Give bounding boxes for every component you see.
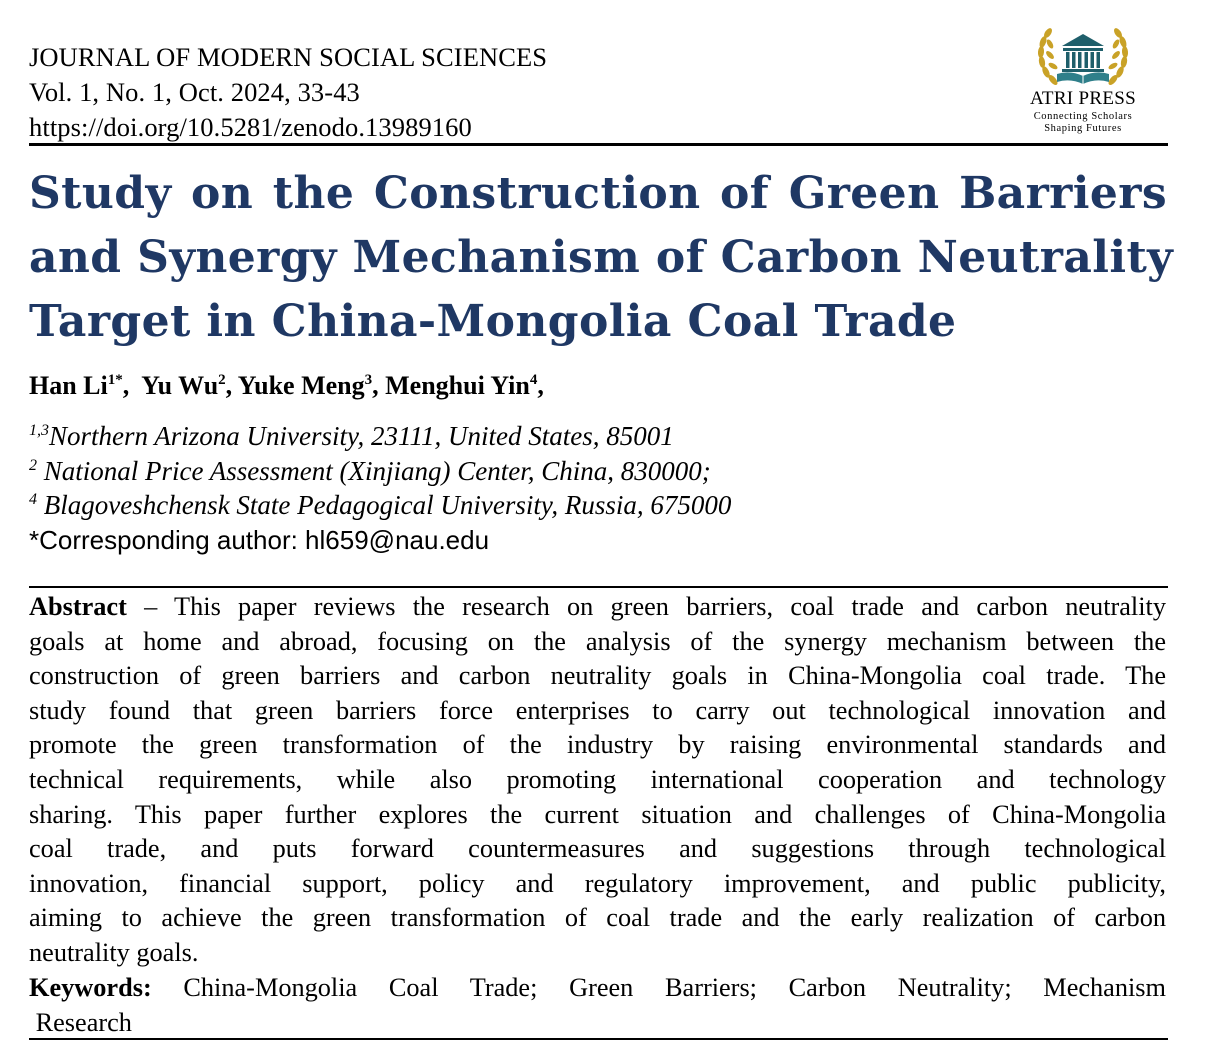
abstract-text: – This paper reviews the research on green barriers, coal trade and carbon neutrality: [126, 592, 1166, 621]
affiliation-item: [29, 488, 731, 523]
author-name: Yuke Meng: [237, 371, 365, 400]
header-rule: [29, 143, 1168, 146]
publisher-name: ATRI PRESS: [1030, 88, 1136, 109]
author-sup: 1*: [107, 372, 123, 388]
keywords-label: Keywords:: [29, 973, 152, 1002]
journal-header: [29, 40, 1169, 144]
author-sup: 4: [529, 372, 538, 388]
affiliation-text: Northern Arizona University, 23111, United States, 85001: [49, 421, 674, 451]
laurel-temple-book-icon: [999, 18, 1167, 90]
abstract-top-rule: [29, 586, 1168, 588]
abstract-line: coal trade, and puts forward countermeasures and suggestions through technological: [29, 834, 1166, 864]
author-name: Menghui Yin: [385, 371, 530, 400]
author-sep: ,: [225, 371, 238, 400]
keywords-line: Research: [29, 1007, 132, 1037]
author-sup: 3: [364, 372, 373, 388]
journal-name: JOURNAL OF MODERN SOCIAL SCIENCES: [29, 42, 548, 72]
volume-line: Vol. 1, No. 1, Oct. 2024, 33-43: [29, 77, 360, 107]
publisher-tagline-2: Shaping Futures: [1044, 123, 1122, 134]
title-line: and Synergy Mechanism of Carbon Neutrality: [29, 232, 1174, 283]
keywords-text: China-Mongolia Coal Trade; Green Barriers; Carbon Neutrality; Mechanism: [151, 973, 1166, 1002]
publisher-logo: [999, 18, 1167, 140]
affiliation-sup: 4: [29, 491, 37, 508]
author-list: [29, 368, 544, 404]
author-name: Han Li: [29, 371, 108, 400]
affiliation-text: Blagoveshchensk State Pedagogical University, Russia, 675000: [37, 490, 732, 520]
abstract-line: neutrality goals.: [29, 937, 199, 967]
abstract-line: goals at home and abroad, focusing on the analysis of the synergy mechanism between the: [29, 626, 1166, 656]
affiliation-item: [29, 419, 731, 454]
affiliation-text: National Price Assessment (Xinjiang) Center, China, 830000;: [37, 455, 711, 486]
author-sep: ,: [122, 371, 142, 400]
affiliation-sup: 2: [29, 456, 37, 474]
doi-link[interactable]: https://doi.org/10.5281/zenodo.13989160: [29, 112, 472, 142]
author-sup: 2: [218, 372, 226, 388]
abstract-bottom-rule: [29, 1038, 1168, 1040]
abstract-line: innovation, financial support, policy and regulatory improvement, and public publicity,: [29, 868, 1166, 898]
abstract-line: promote the green transformation of the industry by raising environmental standards and: [29, 730, 1166, 760]
abstract-line: aiming to achieve the green transformation of coal trade and the early realization of carbon: [29, 903, 1166, 933]
author-sep: ,: [537, 371, 544, 400]
affiliation-item: [29, 454, 731, 489]
abstract-line: construction of green barriers and carbon neutrality goals in China-Mongolia coal trade. The: [29, 661, 1166, 691]
affiliation-list: [29, 419, 731, 523]
abstract-block: [29, 590, 1166, 971]
abstract-label: Abstract: [29, 592, 127, 621]
affiliation-sup: 1,3: [29, 422, 49, 439]
abstract-line: [29, 590, 1166, 625]
corresponding-author: *Corresponding author: hl659@nau.edu: [29, 525, 490, 555]
abstract-line: study found that green barriers force enterprises to carry out technological innovation and: [29, 695, 1166, 725]
abstract-line: technical requirements, while also promoting international cooperation and technology: [29, 764, 1166, 794]
publisher-tagline-1: Connecting Scholars: [1033, 111, 1133, 122]
abstract-line: sharing. This paper further explores the current situation and challenges of China-Mongolia: [29, 799, 1166, 829]
keywords-line: [29, 971, 1166, 1006]
keywords-block: [29, 971, 1166, 1040]
journal-info: [29, 40, 547, 145]
paper-title: [29, 162, 1174, 354]
author-sep: ,: [372, 371, 386, 400]
title-line: Study on the Construction of Green Barriers: [29, 168, 1167, 219]
title-line: Target in China-Mongolia Coal Trade: [29, 296, 957, 347]
author-name: Yu Wu: [141, 371, 219, 400]
